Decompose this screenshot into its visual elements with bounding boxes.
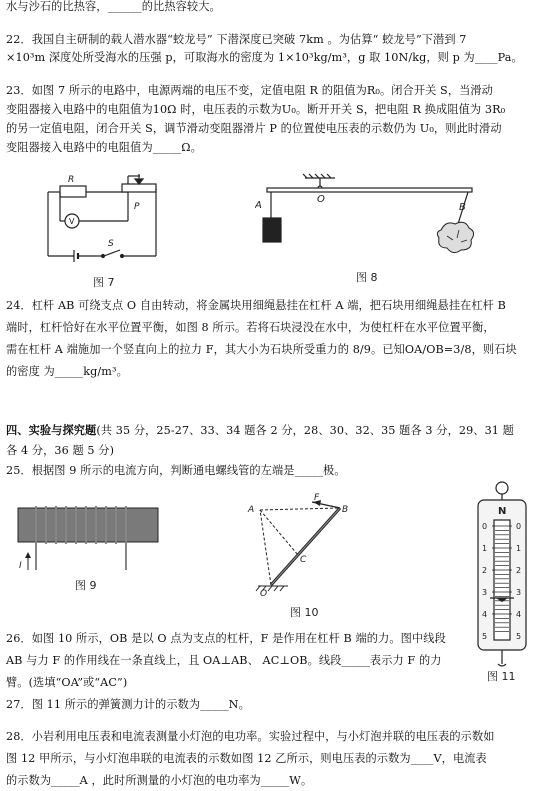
fig11-tick-label-right: 5 xyxy=(516,632,522,641)
fig10-label-c: C xyxy=(300,555,307,565)
figure-11-spring-scale xyxy=(470,478,540,668)
section-4-line-2: 各 4 分，36 题 5 分) xyxy=(6,444,115,457)
question-22-line-2: ×10³m 深度处所受海水的压强 p，可取海水的密度为 1×10³kg/m³，g 取 10N/kg，则 p 为____Pa。 xyxy=(6,51,523,64)
fig11-tick-label-right: 4 xyxy=(516,610,522,619)
question-26-line-1: 26．如图 10 所示，OB 是以 O 点为支点的杠杆，F 是作用在杠杆 B 端的力。图中线段 xyxy=(6,632,446,645)
figure-7-caption: 图 7 xyxy=(93,276,115,289)
figure-11-caption: 图 11 xyxy=(487,670,516,683)
question-24-line-1: 24．杠杆 AB 可绕支点 O 自由转动，将金属块用细绳悬挂在杠杆 A 端，把石块用细绳悬挂在杠杆 B xyxy=(6,299,506,312)
question-27: 27．图 11 所示的弹簧测力计的示数为_____N。 xyxy=(6,698,250,711)
figure-9-solenoid xyxy=(14,498,164,578)
section-4-line-1 xyxy=(6,421,550,441)
figure-9-caption: 图 9 xyxy=(75,579,97,592)
fig10-label-b: B xyxy=(342,505,349,515)
section-4-scoring: (共 35 分，25-27、33、34 题各 2 分，28、30、32、35 题各 3 分，29、31 题 xyxy=(96,424,514,437)
question-26-line-2: AB 与力 F 的作用线在一条直线上，且 OA⊥AB、 AC⊥OB。线段_____表示力 F 的力 xyxy=(6,654,442,667)
fig11-tick-label-right: 3 xyxy=(516,588,522,597)
fig10-label-o: O xyxy=(260,589,268,599)
question-23-line-1: 23．如图 7 所示的电路中，电源两端的电压不变，定值电阻 R 的阻值为R₀。闭合开关 S，当滑动 xyxy=(6,84,493,97)
fig11-tick-label-left: 2 xyxy=(482,566,488,575)
fig9-label-i: I xyxy=(19,561,22,571)
fig11-tick-label-left: 5 xyxy=(482,632,488,641)
fig7-label-s: S xyxy=(108,239,114,249)
figure-8-lever xyxy=(255,172,495,272)
section-4-title: 四、实验与探究题 xyxy=(6,424,97,437)
fig11-tick-label-right: 1 xyxy=(516,544,522,553)
question-28-line-3: 的示数为_____A ，此时所测量的小灯泡的电功率为_____W。 xyxy=(6,774,313,787)
fig11-label-n: N xyxy=(498,506,507,517)
question-25: 25．根据图 9 所示的电流方向，判断通电螺线管的左端是_____极。 xyxy=(6,464,346,477)
question-23-line-2: 变阻器接入电路中的电阻值为10Ω 时，电压表的示数为U₀。断开开关 S，把电阻 R 换成阻值为 3R₀ xyxy=(6,103,506,116)
figure-8-caption: 图 8 xyxy=(356,271,378,284)
fig8-label-o: O xyxy=(317,194,325,205)
question-23-line-4: 变阻器接入电路中的电阻值为_____Ω。 xyxy=(6,141,202,154)
fig8-label-b: B xyxy=(459,202,466,213)
figure-7-circuit xyxy=(40,166,170,286)
question-23-line-3: 的另一定值电阻，闭合开关 S，调节滑动变阻器滑片 P 的位置使电压表的示数仍为 U₀，则此时滑动 xyxy=(6,122,502,135)
question-28-line-1: 28．小岩利用电压表和电流表测量小灯泡的电功率。实验过程中，与小灯泡并联的电压表的示数如 xyxy=(6,730,495,743)
question-28-line-2: 图 12 甲所示，与小灯泡串联的电流表的示数如图 12 乙所示，则电压表的示数为____V，电流表 xyxy=(6,752,487,765)
text-line-prev-question-end: 水与沙石的比热容，______的比热容较大。 xyxy=(6,0,221,13)
fig11-tick-label-left: 3 xyxy=(482,588,488,597)
fig10-label-a: A xyxy=(248,505,255,515)
fig11-tick-label-right: 2 xyxy=(516,566,522,575)
fig11-tick-label-left: 0 xyxy=(482,522,488,531)
figure-10-diagram xyxy=(238,490,363,600)
figure-10-caption: 图 10 xyxy=(290,606,319,619)
question-24-line-4: 的密度 为_____kg/m³。 xyxy=(6,365,128,378)
question-26-line-3: 臂。(选填“OA”或“AC”) xyxy=(6,676,128,689)
question-24-line-2: 端时，杠杆恰好在水平位置平衡，如图 8 所示。若将石块浸没在水中，为使杠杆在水平位置平衡， xyxy=(6,321,495,334)
question-22-line-1: 22．我国自主研制的载人潜水器“蛟龙号” 下潜深度已突破 7km 。为估算“ 蛟龙号”下潜到 7 xyxy=(6,33,467,46)
fig11-tick-label-right: 0 xyxy=(516,522,522,531)
fig10-label-f: F xyxy=(314,493,320,503)
fig11-tick-label-left: 1 xyxy=(482,544,488,553)
fig7-label-v: V xyxy=(69,217,75,226)
question-24-line-3: 需在杠杆 A 端施加一个竖直向上的拉力 F，其大小为石块所受重力的 8/9。已知OA/OB=3/8，则石块 xyxy=(6,343,517,356)
fig7-label-r: R xyxy=(68,175,75,185)
fig7-label-p: P xyxy=(134,202,140,212)
fig8-label-a: A xyxy=(255,200,262,211)
fig11-tick-label-left: 4 xyxy=(482,610,488,619)
